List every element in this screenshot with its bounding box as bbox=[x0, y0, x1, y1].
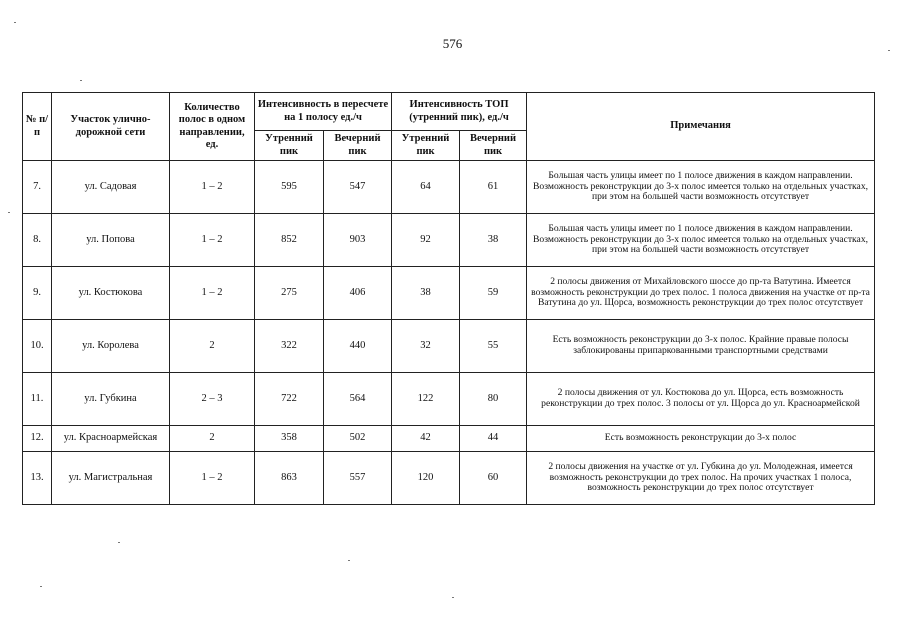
cell-lanes: 2 bbox=[170, 320, 255, 373]
table-row bbox=[23, 373, 875, 426]
cell-lanes: 1 – 2 bbox=[170, 452, 255, 505]
header-num: № п/п bbox=[23, 93, 52, 161]
header-lanes: Количество полос в одном направлении, ед. bbox=[170, 93, 255, 161]
cell-lanes: 2 – 3 bbox=[170, 373, 255, 426]
cell-evening: 903 bbox=[324, 214, 392, 267]
cell-lanes: 1 – 2 bbox=[170, 214, 255, 267]
cell-top-evening: 80 bbox=[460, 373, 527, 426]
cell-morning: 852 bbox=[255, 214, 324, 267]
scan-speck bbox=[888, 50, 890, 51]
cell-num: 11. bbox=[23, 373, 52, 426]
cell-note: 2 полосы движения от ул. Костюкова до ул. Щорса, есть возможность реконструкции до трех полос. 3 полосы от ул. Щорса до ул. Красноармейской bbox=[527, 373, 875, 426]
cell-section: ул. Красноармейская bbox=[52, 426, 170, 452]
cell-morning: 595 bbox=[255, 161, 324, 214]
cell-num: 13. bbox=[23, 452, 52, 505]
cell-top-morning: 64 bbox=[392, 161, 460, 214]
header-intensity-group: Интенсивность в пересчете на 1 полосу ед./ч bbox=[255, 93, 392, 131]
cell-lanes: 1 – 2 bbox=[170, 161, 255, 214]
cell-morning: 322 bbox=[255, 320, 324, 373]
table-row bbox=[23, 452, 875, 505]
cell-evening: 440 bbox=[324, 320, 392, 373]
scan-speck bbox=[118, 542, 120, 543]
cell-num: 9. bbox=[23, 267, 52, 320]
cell-top-evening: 44 bbox=[460, 426, 527, 452]
header-top-morning: Утренний пик bbox=[392, 131, 460, 161]
cell-evening: 564 bbox=[324, 373, 392, 426]
cell-section: ул. Попова bbox=[52, 214, 170, 267]
cell-evening: 406 bbox=[324, 267, 392, 320]
table-row bbox=[23, 214, 875, 267]
cell-top-morning: 122 bbox=[392, 373, 460, 426]
cell-evening: 557 bbox=[324, 452, 392, 505]
cell-morning: 863 bbox=[255, 452, 324, 505]
cell-num: 12. bbox=[23, 426, 52, 452]
cell-top-evening: 60 bbox=[460, 452, 527, 505]
cell-lanes: 2 bbox=[170, 426, 255, 452]
cell-evening: 502 bbox=[324, 426, 392, 452]
cell-top-morning: 38 bbox=[392, 267, 460, 320]
scan-speck bbox=[8, 212, 10, 213]
header-row-top bbox=[23, 93, 875, 131]
table-row bbox=[23, 320, 875, 373]
cell-num: 10. bbox=[23, 320, 52, 373]
page-number: 576 bbox=[442, 36, 463, 51]
cell-note: 2 полосы движения от Михайловского шоссе до пр-та Ватутина. Имеется возможность реконструкции до трех полос. 1 полоса движения на участке от пр-та Ватутина до ул. Щорса, возможность реконструкции до трех полос отсутствует bbox=[527, 267, 875, 320]
cell-num: 8. bbox=[23, 214, 52, 267]
cell-evening: 547 bbox=[324, 161, 392, 214]
cell-note: 2 полосы движения на участке от ул. Губкина до ул. Молодежная, имеется возможность реконструкции до трех полос. На прочих участках 1 полоса, возможность реконструкции до трех полос отсутствует bbox=[527, 452, 875, 505]
cell-top-evening: 55 bbox=[460, 320, 527, 373]
header-notes: Примечания bbox=[527, 93, 875, 161]
scan-speck bbox=[80, 80, 82, 81]
header-intensity-top-group: Интенсивность ТОП (утренний пик), ед./ч bbox=[392, 93, 527, 131]
cell-top-morning: 32 bbox=[392, 320, 460, 373]
cell-section: ул. Магистральная bbox=[52, 452, 170, 505]
table-row bbox=[23, 426, 875, 452]
cell-top-morning: 92 bbox=[392, 214, 460, 267]
cell-note: Большая часть улицы имеет по 1 полосе движения в каждом направлении. Возможность реконструкции до 3-х полос имеется только на отдельных участках, при этом на большей части возможность отсутствует bbox=[527, 214, 875, 267]
scan-speck bbox=[348, 560, 350, 561]
scan-speck bbox=[452, 597, 454, 598]
traffic-table bbox=[22, 92, 875, 505]
cell-lanes: 1 – 2 bbox=[170, 267, 255, 320]
cell-note: Есть возможность реконструкции до 3-х полос bbox=[527, 426, 875, 452]
table-row bbox=[23, 161, 875, 214]
cell-note: Большая часть улицы имеет по 1 полосе движения в каждом направлении. Возможность реконструкции до 3-х полос имеется только на отдельных участках, при этом на большей части возможность отсутствует bbox=[527, 161, 875, 214]
cell-morning: 358 bbox=[255, 426, 324, 452]
cell-morning: 275 bbox=[255, 267, 324, 320]
cell-top-evening: 61 bbox=[460, 161, 527, 214]
header-section: Участок улично-дорожной сети bbox=[52, 93, 170, 161]
cell-section: ул. Костюкова bbox=[52, 267, 170, 320]
header-evening: Вечерний пик bbox=[324, 131, 392, 161]
table-row bbox=[23, 267, 875, 320]
cell-top-morning: 120 bbox=[392, 452, 460, 505]
cell-section: ул. Губкина bbox=[52, 373, 170, 426]
cell-morning: 722 bbox=[255, 373, 324, 426]
cell-section: ул. Королева bbox=[52, 320, 170, 373]
cell-top-morning: 42 bbox=[392, 426, 460, 452]
scan-speck bbox=[40, 586, 42, 587]
cell-section: ул. Садовая bbox=[52, 161, 170, 214]
header-morning: Утренний пик bbox=[255, 131, 324, 161]
header-top-evening: Вечерний пик bbox=[460, 131, 527, 161]
scan-speck bbox=[14, 22, 16, 23]
cell-num: 7. bbox=[23, 161, 52, 214]
cell-top-evening: 38 bbox=[460, 214, 527, 267]
cell-top-evening: 59 bbox=[460, 267, 527, 320]
cell-note: Есть возможность реконструкции до 3-х полос. Крайние правые полосы заблокированы припаркованными транспортными средствами bbox=[527, 320, 875, 373]
